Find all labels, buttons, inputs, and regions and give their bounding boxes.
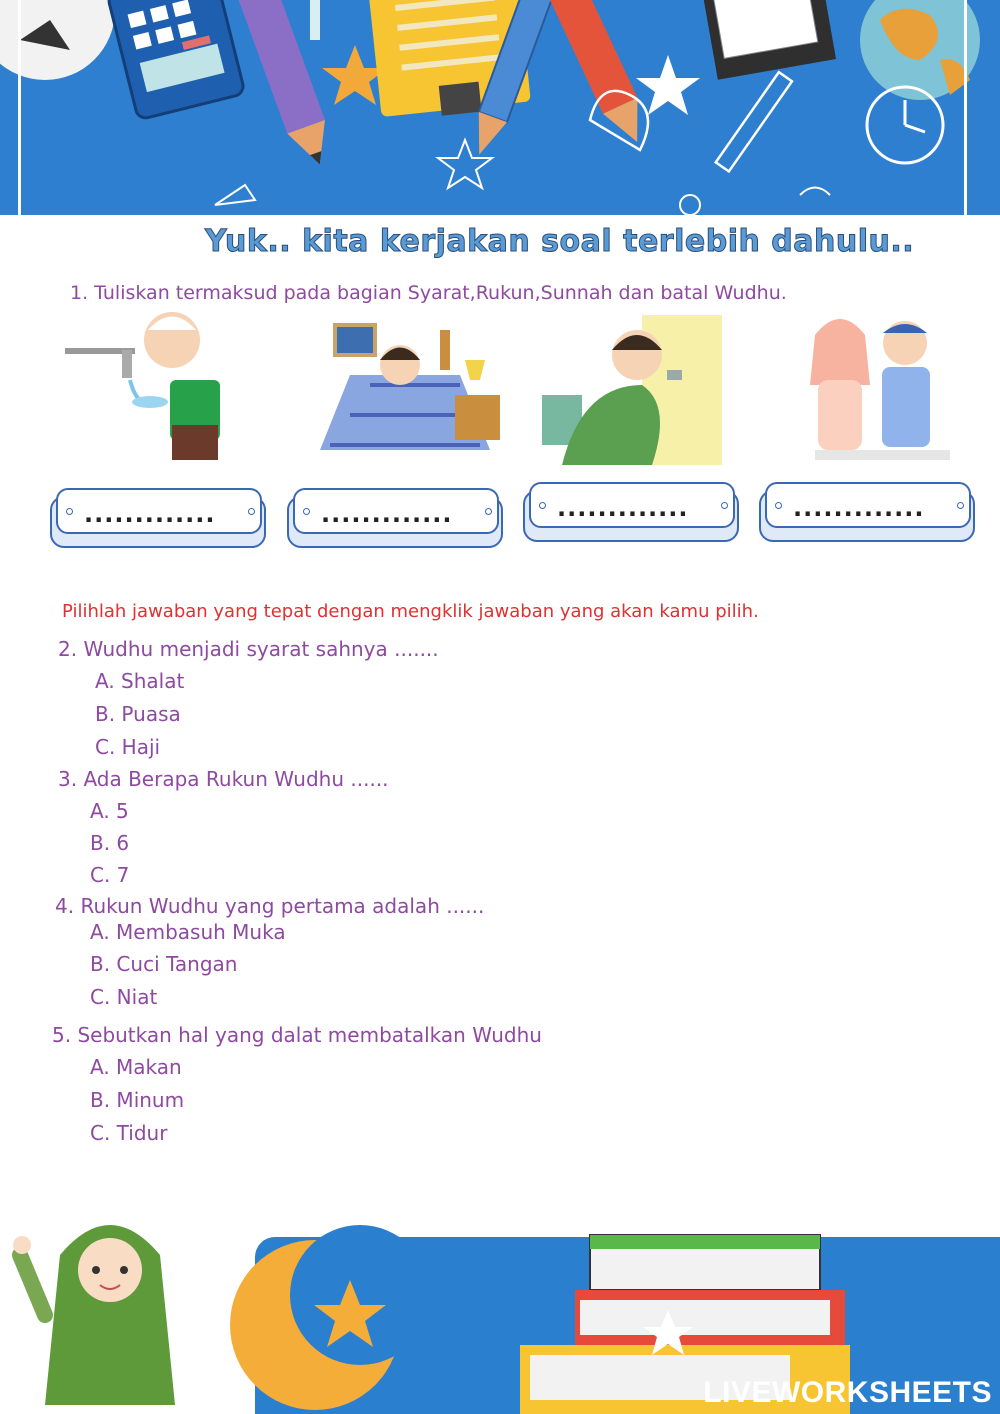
girl-hijab-image <box>13 1225 175 1405</box>
boy-washing-hands-image <box>542 315 722 465</box>
answer-box-ring-right <box>248 508 255 515</box>
answer-box-2[interactable] <box>287 488 505 544</box>
answer-box-ring-right <box>957 502 964 509</box>
header-banner <box>0 0 1000 215</box>
two-children-image <box>810 319 950 460</box>
answer-box-ring-right <box>721 502 728 509</box>
instruction-text: Pilihlah jawaban yang tepat dengan mengklik jawaban yang akan kamu pilih. <box>62 601 759 622</box>
question-5-text: 5. Sebutkan hal yang dalat membatalkan Wudhu <box>52 1023 542 1047</box>
answer-box-1[interactable] <box>50 488 268 544</box>
header-divider-right <box>964 0 967 215</box>
question-2-text: 2. Wudhu menjadi syarat sahnya ....... <box>58 637 439 661</box>
question-2-option-c[interactable]: C. Haji <box>95 735 161 759</box>
liveworksheets-logo: LIVEWORKSHEETS <box>703 1376 992 1409</box>
question-5-option-c[interactable]: C. Tidur <box>90 1121 168 1145</box>
question-4-option-a[interactable]: A. Membasuh Muka <box>90 920 286 944</box>
question-3-text: 3. Ada Berapa Rukun Wudhu ...... <box>58 767 389 791</box>
answer-placeholder: ............. <box>793 494 925 522</box>
question-1-text: 1. Tuliskan termaksud pada bagian Syarat,Rukun,Sunnah dan batal Wudhu. <box>70 282 787 304</box>
answer-box-ring-right <box>485 508 492 515</box>
question-4-text: 4. Rukun Wudhu yang pertama adalah ...... <box>55 894 485 918</box>
question-5-option-b[interactable]: B. Minum <box>90 1088 185 1112</box>
answer-placeholder: ............. <box>321 500 453 528</box>
answer-box-4[interactable] <box>759 482 977 538</box>
answer-box-ring-left <box>775 502 782 509</box>
question-4-option-b[interactable]: B. Cuci Tangan <box>90 952 238 976</box>
answer-box-ring-left <box>303 508 310 515</box>
question-2-option-b[interactable]: B. Puasa <box>95 702 181 726</box>
school-supplies-illustration <box>0 0 1000 215</box>
page-title: Yuk.. kita kerjakan soal terlebih dahulu.. <box>205 224 915 259</box>
header-divider-left <box>18 0 21 215</box>
question-4-option-c[interactable]: C. Niat <box>90 985 158 1009</box>
question-2-option-a[interactable]: A. Shalat <box>95 669 185 693</box>
question-5-option-a[interactable]: A. Makan <box>90 1055 182 1079</box>
answer-box-ring-left <box>539 502 546 509</box>
question-3-option-a[interactable]: A. 5 <box>90 799 129 823</box>
boy-sleeping-image <box>320 325 500 450</box>
answer-placeholder: ............. <box>84 500 216 528</box>
question-3-option-b[interactable]: B. 6 <box>90 831 130 855</box>
crescent-moon-icon <box>230 1225 430 1410</box>
question-1-illustrations <box>60 305 960 470</box>
question-3-option-c[interactable]: C. 7 <box>90 863 130 887</box>
answer-placeholder: ............. <box>557 494 689 522</box>
boy-washing-face-image <box>65 312 220 460</box>
answer-box-3[interactable] <box>523 482 741 538</box>
answer-box-ring-left <box>66 508 73 515</box>
